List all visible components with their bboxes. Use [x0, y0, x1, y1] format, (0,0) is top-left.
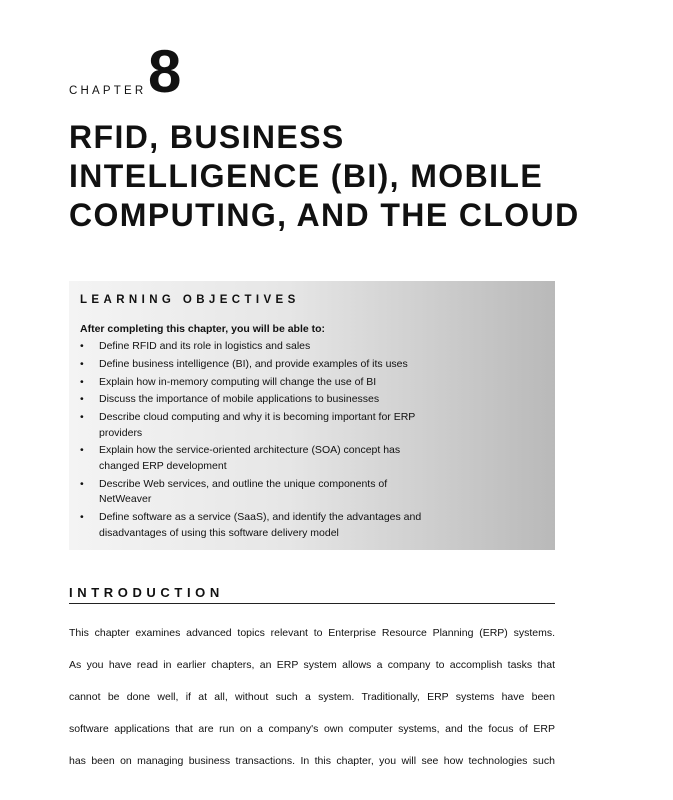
paragraph-line: has been on managing business transactions. In this chapter, you will see how technologies such [69, 755, 555, 767]
chapter-number: 8 [148, 38, 182, 105]
objective-text: Describe Web services, and outline the unique components of NetWeaver [99, 477, 388, 506]
objective-item [80, 443, 439, 474]
objective-text: Define software as a service (SaaS), and identify the advantages and disadvantages of using this software delivery model [99, 511, 422, 539]
learning-objectives-intro: After completing this chapter, you will be able to: [80, 323, 326, 335]
objective-text: Discuss the importance of mobile applications to businesses [99, 393, 380, 406]
chapter-title-line: RFID, BUSINESS [69, 119, 345, 155]
bullet-icon: • [80, 340, 84, 352]
paragraph-line: As you have read in earlier chapters, an ERP system allows a company to accomplish tasks that [69, 659, 555, 671]
objective-text: Define business intelligence (BI), and provide examples of its uses [99, 357, 408, 370]
chapter-title-line: INTELLIGENCE (BI), MOBILE [69, 158, 544, 194]
bullet-icon: • [80, 411, 84, 424]
objective-text: Explain how the service-oriented architecture (SOA) concept has changed ERP development [99, 444, 401, 472]
bullet-icon: • [80, 444, 84, 457]
objective-item [80, 410, 439, 441]
learning-objectives-list [80, 339, 543, 541]
chapter-title [69, 118, 589, 235]
bullet-icon: • [80, 357, 84, 370]
bullet-icon: • [80, 477, 84, 490]
bullet-icon: • [80, 511, 84, 524]
introduction-heading: INTRODUCTION [69, 585, 555, 604]
objective-item [80, 375, 439, 391]
objective-item [80, 339, 439, 355]
introduction-paragraph [69, 617, 555, 777]
chapter-title-line: COMPUTING, AND THE CLOUD [69, 197, 580, 233]
chapter-label: CHAPTER [69, 85, 147, 97]
learning-objectives-heading: LEARNING OBJECTIVES [80, 294, 300, 306]
objective-item [80, 477, 439, 508]
objective-text: Define RFID and its role in logistics and sales [99, 340, 311, 352]
paragraph-line: This chapter examines advanced topics relevant to Enterprise Resource Planning (ERP) systems. [69, 627, 555, 639]
objective-text: Explain how in-memory computing will change the use of BI [99, 375, 377, 388]
learning-objectives-box [69, 281, 555, 550]
paragraph-line: cannot be done well, if at all, without such a system. Traditionally, ERP systems have been [69, 691, 555, 703]
objective-item [80, 510, 439, 541]
bullet-icon: • [80, 375, 84, 388]
objective-item [80, 392, 439, 408]
objective-item [80, 357, 439, 373]
paragraph-line: software applications that are run on a company's own computer systems, and the focus of ERP [69, 723, 555, 735]
bullet-icon: • [80, 393, 84, 406]
objective-text: Describe cloud computing and why it is becoming important for ERP providers [99, 411, 416, 439]
